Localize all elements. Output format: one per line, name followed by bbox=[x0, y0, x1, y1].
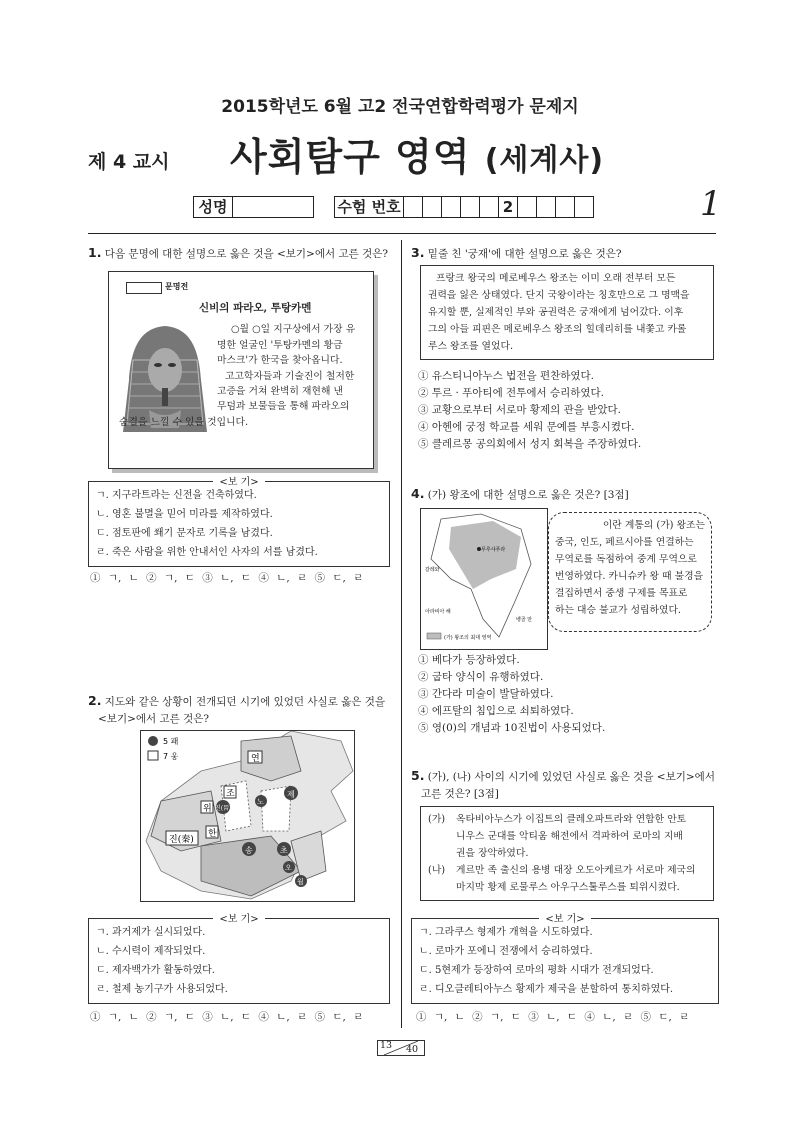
q2-bogi-box bbox=[88, 914, 390, 1004]
bogi-item: ㄴ. 로마가 포에니 전쟁에서 승리하였다. bbox=[419, 946, 593, 957]
choice-item[interactable]: ② 굽타 양식이 유행하였다. bbox=[418, 671, 544, 683]
warring-states-map bbox=[141, 731, 354, 901]
choice-item[interactable]: ③ 간다라 미술이 발달하였다. bbox=[418, 688, 554, 700]
exam-no-cell[interactable] bbox=[518, 196, 537, 218]
q3-number: 3. bbox=[411, 245, 425, 260]
page-number: 1 bbox=[700, 184, 722, 224]
page-total: 40 bbox=[406, 1044, 419, 1055]
bogi-title: <보 기> bbox=[539, 914, 590, 925]
article-body bbox=[217, 322, 367, 400]
q1-article-panel bbox=[108, 271, 374, 469]
q1-choices[interactable]: ① ㄱ, ㄴ ② ㄱ, ㄷ ③ ㄴ, ㄷ ④ ㄴ, ㄹ ⑤ ㄷ, ㄹ bbox=[90, 572, 364, 584]
map-label-zhao: 조 bbox=[226, 789, 235, 799]
subject-paren: (세계사) bbox=[484, 143, 605, 178]
bogi-item: ㄹ. 철제 농기구가 사용되었다. bbox=[96, 984, 228, 995]
article-line: 고증을 거쳐 완벽히 재현해 낸 bbox=[217, 386, 344, 397]
map-label-wei: 위 bbox=[203, 804, 212, 814]
map-legend: (가) 왕조의 최대 영역 bbox=[444, 635, 492, 641]
q2-choices[interactable]: ① ㄱ, ㄴ ② ㄱ, ㄷ ③ ㄴ, ㄷ ④ ㄴ, ㄹ ⑤ ㄷ, ㄹ bbox=[90, 1011, 364, 1023]
bogi-item: ㄷ. 5현제가 등장하여 로마의 평화 시대가 전개되었다. bbox=[419, 965, 654, 976]
q1-prompt-text: 다음 문명에 대한 설명으로 옳은 것을 <보기>에서 고른 것은? bbox=[104, 248, 389, 260]
bogi-title: <보 기> bbox=[213, 477, 264, 488]
q1-bogi-box bbox=[88, 477, 390, 567]
bogi-item: ㄴ. 수시력이 제작되었다. bbox=[96, 946, 206, 957]
q4-prompt bbox=[411, 485, 717, 504]
exam-no-cell[interactable] bbox=[423, 196, 442, 218]
q5-choices[interactable]: ① ㄱ, ㄴ ② ㄱ, ㄷ ③ ㄴ, ㄷ ④ ㄴ, ㄹ ⑤ ㄷ, ㄹ bbox=[416, 1011, 690, 1023]
map-label-lu: 노 bbox=[257, 798, 264, 806]
na-line: 마지막 황제 로물루스 아우구스툴루스를 퇴위시켰다. bbox=[456, 882, 680, 893]
map-label-yan: 연 bbox=[251, 754, 260, 764]
map-label-galewa: 갈레와 bbox=[425, 567, 440, 573]
name-label: 성명 bbox=[193, 196, 233, 218]
bogi-item: ㄹ. 죽은 사람을 위한 안내서인 사자의 서를 남겼다. bbox=[96, 547, 318, 558]
article-line: ○월 ○일 지구상에서 가장 유 bbox=[231, 324, 356, 335]
q5-prompt bbox=[411, 767, 717, 803]
exam-no-cell[interactable] bbox=[404, 196, 423, 218]
exam-no-cell[interactable] bbox=[442, 196, 461, 218]
q5-prompt-line: (가), (나) 사이의 시기에 있었던 사실로 옳은 것을 <보기>에서 bbox=[427, 771, 715, 783]
exam-no-cell[interactable] bbox=[461, 196, 480, 218]
exam-no-cell[interactable] bbox=[537, 196, 556, 218]
q3-prompt-text: 밑줄 친 '궁재'에 대한 설명으로 옳은 것은? bbox=[427, 248, 622, 260]
header-rule bbox=[88, 233, 716, 234]
na-label: (나) bbox=[428, 865, 446, 876]
map-label-qin: 진(秦) bbox=[169, 835, 194, 845]
choice-item[interactable]: ④ 에프탈의 침입으로 쇠퇴하였다. bbox=[418, 705, 574, 717]
map-label-arabian-sea: 아라비아 해 bbox=[425, 609, 451, 615]
q4-prompt-text: (가) 왕조에 대한 설명으로 옳은 것은? [3점] bbox=[427, 489, 629, 501]
name-field[interactable] bbox=[233, 196, 314, 218]
passage-line: 유지할 뿐, 실제적인 부와 공권력은 궁재에게 넘어갔다. 이후 bbox=[428, 307, 684, 318]
map-label-wu: 오 bbox=[285, 864, 292, 872]
q5-na bbox=[428, 862, 706, 896]
choice-item[interactable]: ② 투르 · 푸아티에 전투에서 승리하였다. bbox=[418, 387, 605, 399]
legend-square-7 bbox=[148, 751, 158, 760]
q5-passage-box bbox=[420, 806, 714, 901]
q4-map bbox=[420, 508, 548, 650]
choice-item[interactable]: ① 베다가 등장하였다. bbox=[418, 654, 520, 666]
article-title: 신비의 파라오, 투탕카멘 bbox=[199, 302, 312, 314]
subject-title bbox=[230, 126, 604, 181]
article-line: 숨결을 느낄 수 있을 것입니다. bbox=[119, 416, 249, 428]
page-current: 13 bbox=[380, 1040, 393, 1051]
article-tag-box bbox=[126, 282, 162, 294]
map-label-jin: 진(晉) bbox=[215, 805, 232, 812]
q2-prompt bbox=[88, 692, 394, 728]
choice-item[interactable]: ④ 아헨에 궁정 학교를 세워 문예를 부흥시켰다. bbox=[418, 421, 635, 433]
na-line: 게르만 족 출신의 용병 대장 오도아케르가 서로마 제국의 bbox=[456, 865, 696, 876]
bogi-title: <보 기> bbox=[213, 914, 264, 925]
legend-dot-5 bbox=[148, 736, 158, 746]
bubble-line: 이란 계통의 (가) 왕조는 bbox=[602, 520, 705, 531]
bogi-item: ㄱ. 그라쿠스 형제가 개혁을 시도하였다. bbox=[419, 927, 593, 938]
bogi-item: ㄷ. 점토판에 쐐기 문자로 기록을 남겼다. bbox=[96, 528, 273, 539]
q5-number: 5. bbox=[411, 768, 425, 783]
ga-line: 권을 장악하였다. bbox=[456, 848, 529, 859]
q5-bogi-box bbox=[411, 914, 719, 1004]
passage-line: 그의 아들 피핀은 메로베우스 왕조의 힐데리히를 내쫓고 카롤 bbox=[428, 324, 687, 335]
bogi-item: ㄱ. 과거제가 실시되었다. bbox=[96, 927, 206, 938]
map-label-bay-of-bengal: 벵골 만 bbox=[516, 617, 533, 623]
legend-label: 7 웅 bbox=[163, 752, 179, 761]
article-body-wide bbox=[119, 399, 369, 430]
exam-no-cell[interactable] bbox=[556, 196, 575, 218]
q2-number: 2. bbox=[88, 693, 102, 708]
article-line: 마스크'가 한국을 찾아옵니다. bbox=[217, 355, 343, 366]
map-label-purushapura: 푸루샤푸라 bbox=[481, 547, 506, 553]
bubble-line: 결집하면서 중생 구제를 목표로 bbox=[555, 588, 688, 599]
bubble-line: 번영하였다. 카니슈카 왕 때 불경을 bbox=[555, 571, 704, 582]
q5-prompt-line: 고른 것은? [3점] bbox=[421, 788, 499, 800]
choice-item[interactable]: ① 유스티니아누스 법전을 편찬하였다. bbox=[418, 370, 594, 382]
name-exam-bar bbox=[193, 196, 594, 218]
passage-line: 프랑크 왕국의 메로베우스 왕조는 이미 오래 전부터 모든 bbox=[436, 273, 676, 284]
passage-line: 권력을 잃은 상태였다. 단지 국왕이라는 칭호만으로 그 명맥을 bbox=[428, 290, 690, 301]
bubble-line: 하는 대승 불교가 성립하였다. bbox=[555, 605, 682, 616]
exam-no-cell[interactable] bbox=[480, 196, 499, 218]
article-line: 무덤과 보물들을 통해 파라오의 bbox=[217, 401, 350, 412]
column-divider bbox=[401, 240, 402, 1028]
q2-prompt-line: <보기>에서 고른 것은? bbox=[98, 713, 210, 725]
bubble-line: 무역로를 독점하여 중계 무역으로 bbox=[555, 554, 697, 565]
kushan-map bbox=[421, 509, 547, 649]
bogi-item: ㄷ. 제자백가가 활동하였다. bbox=[96, 965, 215, 976]
ga-line: 옥타비아누스가 이집트의 클레오파트라와 연합한 안토 bbox=[456, 814, 687, 825]
q3-passage-box bbox=[420, 265, 714, 360]
q4-number: 4. bbox=[411, 486, 425, 501]
choice-item[interactable]: ⑤ 영(0)의 개념과 10진법이 사용되었다. bbox=[418, 722, 606, 734]
subject-name: 사회탐구 영역 bbox=[230, 135, 471, 179]
q4-choices bbox=[418, 652, 605, 737]
map-label-song: 송 bbox=[245, 846, 253, 855]
choice-item[interactable]: ③ 교황으로부터 서로마 황제의 관을 받았다. bbox=[418, 404, 621, 416]
period-label: 제 4 교시 bbox=[88, 151, 170, 173]
exam-no-label: 수험 번호 bbox=[334, 196, 404, 218]
q2-prompt-line: 지도와 같은 상황이 전개되던 시기에 있었던 사실로 옳은 것을 bbox=[104, 696, 386, 708]
article-line: 명한 얼굴인 '투탕카멘의 황금 bbox=[217, 339, 343, 351]
map-label-yue: 월 bbox=[297, 878, 304, 886]
map-label-qi: 제 bbox=[287, 790, 295, 799]
bogi-item: ㄴ. 영혼 불멸을 믿어 미라를 제작하였다. bbox=[96, 509, 273, 520]
q3-prompt bbox=[411, 244, 717, 263]
q5-ga bbox=[428, 811, 706, 862]
page-counter bbox=[377, 1040, 425, 1056]
exam-title: 2015학년도 6월 고2 전국연합학력평가 문제지 bbox=[221, 97, 579, 117]
q1-prompt bbox=[88, 244, 394, 263]
q2-map bbox=[140, 730, 355, 902]
q3-choices bbox=[418, 368, 641, 453]
legend-label: 5 패 bbox=[163, 737, 179, 746]
bogi-item: ㄱ. 지구라트라는 신전을 건축하였다. bbox=[96, 490, 257, 501]
q1-number: 1. bbox=[88, 245, 102, 260]
q4-speech-bubble bbox=[548, 512, 712, 632]
ga-line: 니우스 군대를 악티움 해전에서 격파하여 로마의 지배 bbox=[456, 831, 683, 842]
bubble-line: 중국, 인도, 페르시아를 연결하는 bbox=[555, 537, 694, 548]
passage-line: 루스 왕조를 열었다. bbox=[428, 341, 514, 352]
choice-item[interactable]: ⑤ 클레르몽 공의회에서 성지 회복을 주장하였다. bbox=[418, 438, 642, 450]
map-label-han: 한 bbox=[208, 829, 217, 839]
map-label-chu: 초 bbox=[280, 846, 288, 855]
article-tag: 문명전 bbox=[165, 282, 189, 291]
exam-no-digit: 2 bbox=[499, 196, 518, 218]
article-line: 고고학자들과 기술진이 철저한 bbox=[225, 370, 355, 382]
bogi-item: ㄹ. 디오클레티아누스 황제가 제국을 분할하여 통치하였다. bbox=[419, 984, 674, 995]
ga-label: (가) bbox=[428, 814, 446, 825]
exam-no-cell[interactable] bbox=[575, 196, 594, 218]
